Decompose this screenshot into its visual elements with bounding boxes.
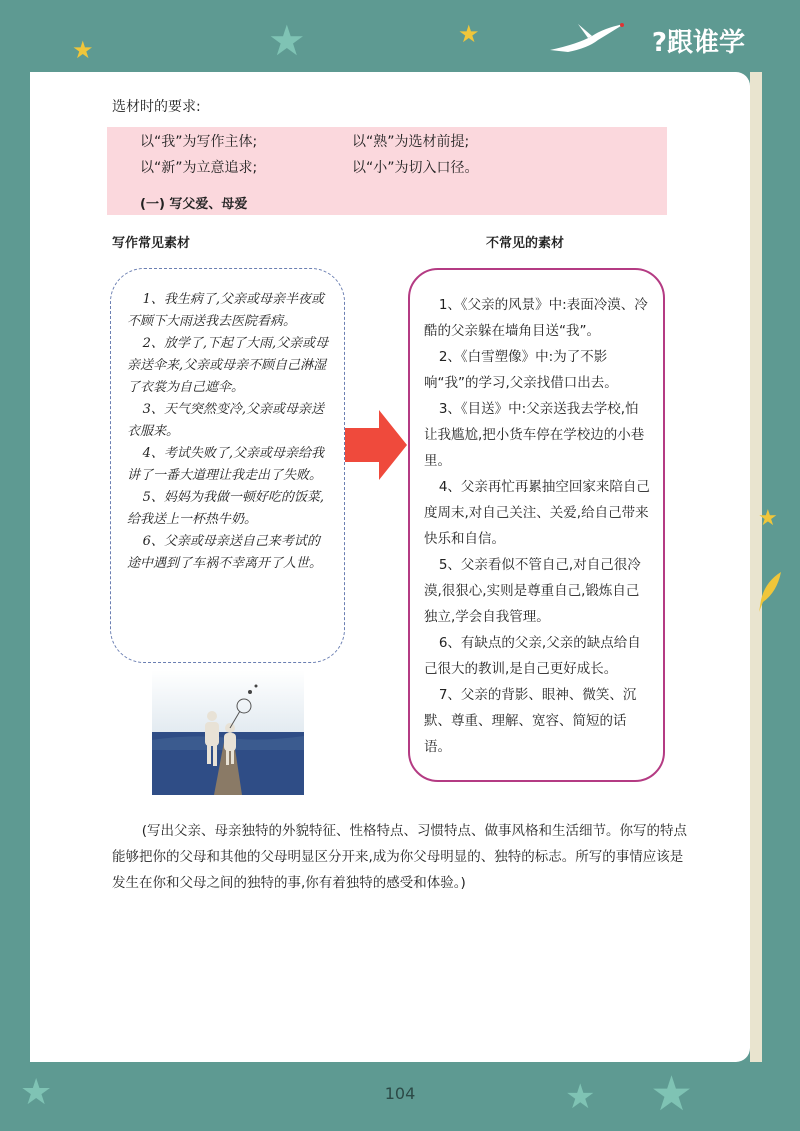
uncommon-materials-box — [408, 268, 665, 782]
common-materials-box — [110, 268, 345, 663]
list-item: 1、《父亲的风景》中:表面冷漠、冷酷的父亲躲在墙角目送“我”。 — [424, 297, 648, 339]
list-item: 2、《白雪塑像》中:为了不影响“我”的学习,父亲找借口出去。 — [424, 349, 618, 391]
star-icon: ★ — [72, 36, 94, 64]
requirement-3: 以“新”为立意追求; — [140, 160, 258, 176]
requirement-1: 以“我”为写作主体; — [140, 134, 258, 150]
star-icon: ★ — [268, 16, 306, 65]
intro-label: 选材时的要求: — [112, 99, 201, 115]
star-icon: ★ — [20, 1072, 53, 1113]
list-item: 6、父亲或母亲送自己来考试的途中遇到了车祸不幸离开了人世。 — [127, 534, 323, 571]
right-column-title: 不常见的素材 — [486, 236, 565, 251]
requirement-2: 以“熟”为选材前提; — [352, 134, 470, 150]
arrow-right-icon — [345, 410, 407, 480]
section-title: (一) 写父爱、母爱 — [140, 197, 248, 212]
list-item: 6、有缺点的父亲,父亲的缺点给自己很大的教训,是自己更好成长。 — [424, 635, 641, 677]
list-item: 7、父亲的背影、眼神、微笑、沉默、尊重、理解、宽容、简短的话语。 — [424, 687, 637, 755]
star-icon: ★ — [565, 1077, 596, 1117]
list-item: 4、考试失败了,父亲或母亲给我讲了一番大道理让我走出了失败。 — [127, 446, 324, 483]
list-item: 2、放学了,下起了大雨,父亲或母亲送伞来,父亲或母亲不顾自己淋湿了衣裳为自己遮伞。 — [127, 336, 329, 395]
brand-logo: ?跟谁学 — [651, 28, 745, 58]
list-item: 1、我生病了,父亲或母亲半夜或不顾下大雨送我去医院看病。 — [127, 292, 324, 329]
star-icon: ★ — [650, 1066, 694, 1122]
requirement-4: 以“小”为切入口径。 — [352, 160, 479, 176]
star-icon: ★ — [758, 506, 778, 531]
feather-icon — [755, 570, 785, 614]
list-item: 3、天气突然变冷,父亲或母亲送衣服来。 — [127, 402, 324, 439]
star-icon: ★ — [458, 20, 480, 48]
page-edge — [750, 72, 762, 1062]
left-column-title: 写作常见素材 — [112, 236, 191, 251]
crane-icon — [548, 20, 628, 56]
page-number: 104 — [384, 1084, 416, 1103]
list-item: 5、妈妈为我做一顿好吃的饭菜,给我送上一杯热牛奶。 — [127, 490, 324, 527]
list-item: 5、父亲看似不管自己,对自己很冷漠,很狠心,实则是尊重自己,锻炼自己独立,学会自我管理。 — [424, 557, 641, 625]
list-item: 3、《目送》中:父亲送我去学校,怕让我尴尬,把小货车停在学校边的小巷里。 — [424, 401, 645, 469]
summary-text: (写出父亲、母亲独特的外貌特征、性格特点、习惯特点、做事风格和生活细节。你写的特点能够把你的父母和其他的父母明显区分开来,成为你父母明显的、独特的标志。所写的事情应该是发生在你和父母之间的独特的事,你有着独特的感受和体验。) — [112, 823, 687, 891]
family-photo — [152, 670, 304, 795]
list-item: 4、父亲再忙再累抽空回家来陪自己度周末,对自己关注、关爱,给自己带来快乐和自信。 — [424, 479, 650, 547]
